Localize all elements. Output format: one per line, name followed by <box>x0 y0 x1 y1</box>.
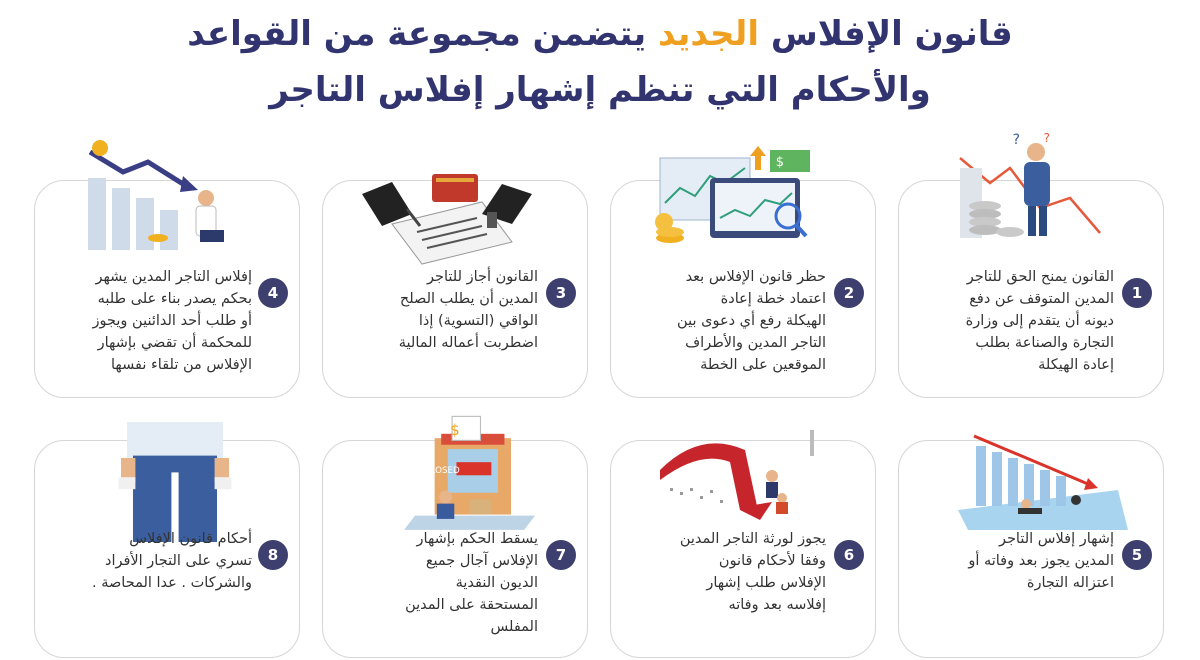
card-text: القانون أجاز للتاجر المدين أن يطلب الصلح الواقي (التسوية) إذا اضطربت أعماله المالية <box>398 269 538 351</box>
card-text: يسقط الحكم بإشهار الإفلاس آجال جميع الديون النقدية المستحقة على المدين المفلس <box>405 531 538 635</box>
svg-text:$: $ <box>775 155 784 170</box>
svg-text:CLOSED: CLOSED <box>424 466 460 477</box>
financial-analysis-icon <box>650 138 820 258</box>
closed-shop-icon <box>390 412 560 532</box>
number-badge: 7 <box>546 540 576 570</box>
number-badge: 8 <box>258 540 288 570</box>
declining-chart-businessman-icon <box>68 138 238 258</box>
number-badge: 4 <box>258 278 288 308</box>
title-line-2: والأحكام التي تنظم إشهار إفلاس التاجر <box>269 70 931 110</box>
card-text: أحكام قانون الإفلاس تسري على التجار الأفراد والشركات . عدا المحاصة . <box>92 531 252 591</box>
number-badge: 1 <box>1122 278 1152 308</box>
svg-text:?: ? <box>1012 132 1020 148</box>
title-highlight: الجديد <box>658 14 759 54</box>
falling-chart-icon <box>958 420 1128 540</box>
card-text: حظر قانون الإفلاس بعد اعتماد خطة إعادة الهيكلة رفع أي دعوى بين التاجر المدين والأطراف الموقعين على الخطة <box>677 269 826 373</box>
number-badge: 5 <box>1122 540 1152 570</box>
number-badge: 6 <box>834 540 864 570</box>
title-part-2: يتضمن مجموعة من القواعد <box>187 14 658 54</box>
confused-businessman-icon <box>950 128 1120 248</box>
svg-text:$: $ <box>450 420 460 439</box>
card-text: إشهار إفلاس التاجر المدين يجوز بعد وفاته أو اعتزاله التجارة <box>968 531 1114 591</box>
title-part-1: قانون الإفلاس <box>758 14 1013 54</box>
number-badge: 3 <box>546 278 576 308</box>
card-text: يجوز لورثة التاجر المدين وفقا لأحكام قانون الإفلاس طلب إشهار إفلاسه بعد وفاته <box>679 531 826 613</box>
title-line-1 <box>0 10 1200 58</box>
signing-contract-icon <box>362 154 532 274</box>
empty-pockets-icon <box>90 422 260 542</box>
falling-arrow-man-icon <box>660 420 830 540</box>
card-text: القانون يمنح الحق للتاجر المدين المتوقف عن دفع ديونه أن يتقدم إلى وزارة التجارة والصناعة بطلب إعادة الهيكلة <box>965 269 1114 373</box>
svg-text:?: ? <box>1043 131 1050 145</box>
card-text: إفلاس التاجر المدين يشهر بحكم يصدر بناء على طلبه أو طلب أحد الدائنين ويجوز للمحكمة أن تقضي بإشهار الإفلاس من تلقاء نفسها <box>92 269 252 373</box>
number-badge: 2 <box>834 278 864 308</box>
